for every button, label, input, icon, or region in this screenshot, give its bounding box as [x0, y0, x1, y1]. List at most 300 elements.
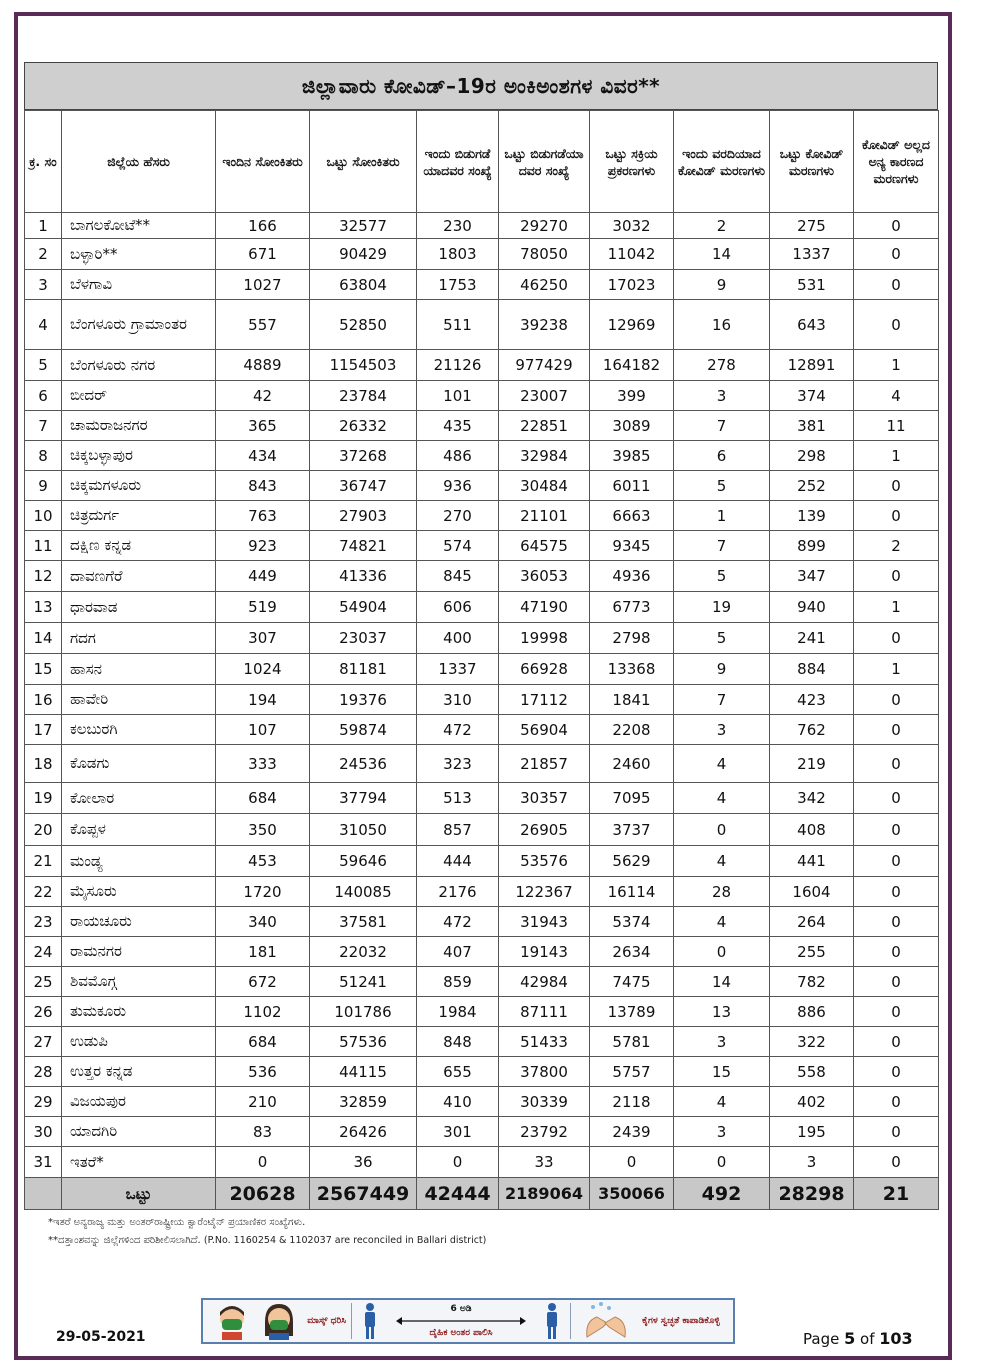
value-cell: 21101	[499, 501, 590, 531]
district-name-cell: ಬಳ್ಳಾರಿ**	[62, 239, 216, 270]
value-cell: 0	[854, 997, 939, 1027]
table-row	[25, 715, 939, 745]
value-cell: 19143	[499, 937, 590, 967]
district-name-cell: ಹಾಸನ	[62, 654, 216, 685]
value-cell: 1027	[216, 270, 310, 300]
value-cell: 32984	[499, 441, 590, 471]
value-cell: 606	[417, 592, 499, 623]
value-cell: 26332	[310, 411, 417, 441]
value-cell: 28	[674, 877, 770, 907]
district-name-cell: ಬೆಳಗಾವಿ	[62, 270, 216, 300]
table-row	[25, 1117, 939, 1147]
value-cell: 16	[674, 300, 770, 350]
stats-content	[24, 62, 938, 1210]
value-cell: 3	[674, 1117, 770, 1147]
sno-cell: 1	[25, 213, 62, 239]
value-cell: 672	[216, 967, 310, 997]
col-header-today-positive: ಇಂದಿನ ಸೋಂಕಿತರು	[216, 111, 310, 213]
value-cell: 531	[770, 270, 854, 300]
sno-cell: 16	[25, 685, 62, 715]
value-cell: 13	[674, 997, 770, 1027]
value-cell: 46250	[499, 270, 590, 300]
value-cell: 219	[770, 745, 854, 783]
report-date: 29-05-2021	[56, 1329, 146, 1345]
table-row	[25, 846, 939, 877]
double-arrow-icon	[396, 1317, 526, 1325]
value-cell: 408	[770, 814, 854, 846]
value-cell: 101786	[310, 997, 417, 1027]
value-cell: 66928	[499, 654, 590, 685]
table-row	[25, 745, 939, 783]
sno-cell: 4	[25, 300, 62, 350]
footnotes	[48, 1214, 486, 1250]
sno-cell: 6	[25, 381, 62, 411]
value-cell: 140085	[310, 877, 417, 907]
value-cell: 513	[417, 783, 499, 814]
table-row	[25, 350, 939, 381]
value-cell: 643	[770, 300, 854, 350]
value-cell: 365	[216, 411, 310, 441]
value-cell: 0	[854, 783, 939, 814]
col-header-active: ಒಟ್ಟು ಸಕ್ರಿಯ ಪ್ರಕರಣಗಳು	[590, 111, 674, 213]
district-name-cell: ರಾಯಚೂರು	[62, 907, 216, 937]
value-cell: 13789	[590, 997, 674, 1027]
table-row	[25, 1087, 939, 1117]
value-cell: 1753	[417, 270, 499, 300]
district-name-cell: ಚಿಕ್ಕಮಗಳೂರು	[62, 471, 216, 501]
district-name-cell: ರಾಮನಗರ	[62, 937, 216, 967]
value-cell: 32859	[310, 1087, 417, 1117]
value-cell: 12969	[590, 300, 674, 350]
value-cell: 310	[417, 685, 499, 715]
value-cell: 37268	[310, 441, 417, 471]
value-cell: 17112	[499, 685, 590, 715]
sno-cell: 20	[25, 814, 62, 846]
table-row	[25, 441, 939, 471]
sno-cell: 9	[25, 471, 62, 501]
distance-value: 6 ಅಡಿ	[450, 1304, 472, 1314]
value-cell: 453	[216, 846, 310, 877]
value-cell: 29270	[499, 213, 590, 239]
value-cell: 4	[674, 783, 770, 814]
value-cell: 83	[216, 1117, 310, 1147]
value-cell: 1	[854, 441, 939, 471]
mask-text: ಮಾಸ್ಕ್ ಧರಿಸಿ	[307, 1316, 347, 1326]
district-name-cell: ಶಿವಮೊಗ್ಗ	[62, 967, 216, 997]
value-cell: 11	[854, 411, 939, 441]
value-cell: 4	[674, 1087, 770, 1117]
value-cell: 1337	[417, 654, 499, 685]
value-cell: 255	[770, 937, 854, 967]
value-cell: 17023	[590, 270, 674, 300]
value-cell: 139	[770, 501, 854, 531]
value-cell: 441	[770, 846, 854, 877]
col-header-total-positive: ಒಟ್ಟು ಸೋಂಕಿತರು	[310, 111, 417, 213]
value-cell: 0	[854, 846, 939, 877]
sno-cell: 25	[25, 967, 62, 997]
value-cell: 0	[854, 300, 939, 350]
value-cell: 0	[854, 967, 939, 997]
value-cell: 3	[770, 1147, 854, 1178]
value-cell: 323	[417, 745, 499, 783]
col-header-total-discharged: ಒಟ್ಟು ಬಿಡುಗಡೆಯಾ ದವರ ಸಂಖ್ಯೆ	[499, 111, 590, 213]
value-cell: 848	[417, 1027, 499, 1057]
sno-cell: 15	[25, 654, 62, 685]
value-cell: 434	[216, 441, 310, 471]
value-cell: 0	[674, 937, 770, 967]
value-cell: 5629	[590, 846, 674, 877]
value-cell: 0	[854, 907, 939, 937]
value-cell: 19376	[310, 685, 417, 715]
value-cell: 2	[674, 213, 770, 239]
table-row	[25, 501, 939, 531]
value-cell: 21126	[417, 350, 499, 381]
hygiene-text: ಕೈಗಳ ಸ್ವಚ್ಛತೆ ಕಾಪಾಡಿಕೊಳ್ಳಿ	[642, 1316, 720, 1326]
hygiene-segment	[571, 1300, 733, 1342]
value-cell: 0	[854, 1117, 939, 1147]
value-cell: 536	[216, 1057, 310, 1087]
value-cell: 47190	[499, 592, 590, 623]
value-cell: 884	[770, 654, 854, 685]
value-cell: 9	[674, 654, 770, 685]
value-cell: 5	[674, 623, 770, 654]
value-cell: 899	[770, 531, 854, 561]
value-cell: 4	[674, 745, 770, 783]
value-cell: 107	[216, 715, 310, 745]
value-cell: 0	[854, 213, 939, 239]
value-cell: 1	[854, 654, 939, 685]
value-cell: 1024	[216, 654, 310, 685]
sno-cell: 12	[25, 561, 62, 592]
value-cell: 264	[770, 907, 854, 937]
value-cell: 36	[310, 1147, 417, 1178]
sno-cell: 29	[25, 1087, 62, 1117]
value-cell: 241	[770, 623, 854, 654]
hand-wash-icon	[583, 1301, 629, 1341]
table-row	[25, 270, 939, 300]
value-cell: 923	[216, 531, 310, 561]
mask-woman-icon	[260, 1302, 298, 1340]
value-cell: 11042	[590, 239, 674, 270]
value-cell: 2	[854, 531, 939, 561]
value-cell: 36053	[499, 561, 590, 592]
value-cell: 1	[674, 501, 770, 531]
value-cell: 14	[674, 967, 770, 997]
col-header-sno: ಕ್ರ. ಸಂ	[25, 111, 62, 213]
person-icon	[544, 1302, 560, 1340]
value-cell: 194	[216, 685, 310, 715]
value-cell: 0	[854, 1147, 939, 1178]
sno-cell: 26	[25, 997, 62, 1027]
value-cell: 845	[417, 561, 499, 592]
safety-banner	[201, 1298, 735, 1344]
sno-cell: 28	[25, 1057, 62, 1087]
sno-cell: 10	[25, 501, 62, 531]
value-cell: 37800	[499, 1057, 590, 1087]
value-cell: 54904	[310, 592, 417, 623]
district-name-cell: ಬಾಗಲಕೋಟೆ**	[62, 213, 216, 239]
value-cell: 59646	[310, 846, 417, 877]
value-cell: 0	[674, 814, 770, 846]
value-cell: 782	[770, 967, 854, 997]
value-cell: 1984	[417, 997, 499, 1027]
value-cell: 2798	[590, 623, 674, 654]
district-name-cell: ಚಿತ್ರದುರ್ಗ	[62, 501, 216, 531]
district-name-cell: ಚಿಕ್ಕಬಳ್ಳಾಪುರ	[62, 441, 216, 471]
value-cell: 2634	[590, 937, 674, 967]
value-cell: 3	[674, 381, 770, 411]
value-cell: 511	[417, 300, 499, 350]
table-row	[25, 937, 939, 967]
value-cell: 402	[770, 1087, 854, 1117]
value-cell: 15	[674, 1057, 770, 1087]
value-cell: 37794	[310, 783, 417, 814]
value-cell: 322	[770, 1027, 854, 1057]
value-cell: 21857	[499, 745, 590, 783]
value-cell: 26905	[499, 814, 590, 846]
total-cell: 20628	[216, 1178, 310, 1210]
value-cell: 30357	[499, 783, 590, 814]
sno-cell: 23	[25, 907, 62, 937]
col-header-today-deaths: ಇಂದು ವರದಿಯಾದ ಕೋವಿಡ್ ಮರಣಗಳು	[674, 111, 770, 213]
district-stats-table	[24, 110, 939, 1210]
value-cell: 87111	[499, 997, 590, 1027]
value-cell: 400	[417, 623, 499, 654]
district-name-cell: ಕೊಡಗು	[62, 745, 216, 783]
sno-cell: 18	[25, 745, 62, 783]
col-header-non-covid-deaths: ಕೋವಿಡ್ ಅಲ್ಲದ ಅನ್ಯ ಕಾರಣದ ಮರಣಗಳು	[854, 111, 939, 213]
value-cell: 0	[854, 1057, 939, 1087]
value-cell: 6663	[590, 501, 674, 531]
total-row	[25, 1178, 939, 1210]
value-cell: 31943	[499, 907, 590, 937]
table-row	[25, 907, 939, 937]
distance-text: ದೈಹಿಕ ಅಂತರ ಪಾಲಿಸಿ	[429, 1328, 493, 1338]
value-cell: 37581	[310, 907, 417, 937]
table-row	[25, 411, 939, 441]
value-cell: 122367	[499, 877, 590, 907]
sno-cell: 17	[25, 715, 62, 745]
value-cell: 5	[674, 561, 770, 592]
value-cell: 252	[770, 471, 854, 501]
value-cell: 472	[417, 715, 499, 745]
total-cell: 2567449	[310, 1178, 417, 1210]
value-cell: 655	[417, 1057, 499, 1087]
page-of: of	[860, 1330, 875, 1348]
value-cell: 230	[417, 213, 499, 239]
table-row	[25, 623, 939, 654]
value-cell: 381	[770, 411, 854, 441]
value-cell: 26426	[310, 1117, 417, 1147]
value-cell: 298	[770, 441, 854, 471]
value-cell: 56904	[499, 715, 590, 745]
value-cell: 90429	[310, 239, 417, 270]
value-cell: 1154503	[310, 350, 417, 381]
value-cell: 342	[770, 783, 854, 814]
col-header-today-discharged: ಇಂದು ಬಿಡುಗಡೆ ಯಾದವರ ಸಂಖ್ಯೆ	[417, 111, 499, 213]
value-cell: 886	[770, 997, 854, 1027]
district-name-cell: ಹಾವೇರಿ	[62, 685, 216, 715]
table-row	[25, 814, 939, 846]
value-cell: 41336	[310, 561, 417, 592]
district-name-cell: ಬೆಂಗಳೂರು ಗ್ರಾಮಾಂತರ	[62, 300, 216, 350]
page-total: 103	[879, 1329, 913, 1348]
value-cell: 0	[854, 471, 939, 501]
district-name-cell: ಕಲಬುರಗಿ	[62, 715, 216, 745]
district-name-cell: ವಿಜಯಪುರ	[62, 1087, 216, 1117]
distance-segment	[352, 1300, 570, 1342]
value-cell: 4	[854, 381, 939, 411]
table-row	[25, 471, 939, 501]
sno-cell: 5	[25, 350, 62, 381]
value-cell: 2439	[590, 1117, 674, 1147]
sno-cell: 27	[25, 1027, 62, 1057]
value-cell: 399	[590, 381, 674, 411]
value-cell: 39238	[499, 300, 590, 350]
value-cell: 36747	[310, 471, 417, 501]
value-cell: 671	[216, 239, 310, 270]
table-row	[25, 654, 939, 685]
value-cell: 32577	[310, 213, 417, 239]
value-cell: 7095	[590, 783, 674, 814]
footnote-reconciled	[48, 1232, 486, 1250]
district-name-cell: ತುಮಕೂರು	[62, 997, 216, 1027]
value-cell: 5374	[590, 907, 674, 937]
sno-cell: 3	[25, 270, 62, 300]
value-cell: 3737	[590, 814, 674, 846]
district-name-cell: ಚಾಮರಾಜನಗರ	[62, 411, 216, 441]
value-cell: 423	[770, 685, 854, 715]
value-cell: 19	[674, 592, 770, 623]
header-row	[25, 111, 939, 213]
value-cell: 1337	[770, 239, 854, 270]
district-name-cell: ಕೋಲಾರ	[62, 783, 216, 814]
table-row	[25, 685, 939, 715]
value-cell: 4	[674, 846, 770, 877]
table-row	[25, 877, 939, 907]
total-cell: 2189064	[499, 1178, 590, 1210]
value-cell: 0	[854, 239, 939, 270]
value-cell: 2118	[590, 1087, 674, 1117]
sno-cell: 22	[25, 877, 62, 907]
district-name-cell: ಯಾದಗಿರಿ	[62, 1117, 216, 1147]
value-cell: 2208	[590, 715, 674, 745]
person-icon	[362, 1302, 378, 1340]
value-cell: 81181	[310, 654, 417, 685]
value-cell: 27903	[310, 501, 417, 531]
value-cell: 51433	[499, 1027, 590, 1057]
value-cell: 3	[674, 1027, 770, 1057]
value-cell: 4889	[216, 350, 310, 381]
value-cell: 23007	[499, 381, 590, 411]
value-cell: 1803	[417, 239, 499, 270]
value-cell: 0	[854, 877, 939, 907]
total-label: ಒಟ್ಟು	[62, 1178, 216, 1210]
total-cell: 42444	[417, 1178, 499, 1210]
value-cell: 449	[216, 561, 310, 592]
mask-man-icon	[213, 1302, 251, 1340]
value-cell: 166	[216, 213, 310, 239]
col-header-district: ಜಿಲ್ಲೆಯ ಹೆಸರು	[62, 111, 216, 213]
sno-cell: 2	[25, 239, 62, 270]
value-cell: 350	[216, 814, 310, 846]
value-cell: 557	[216, 300, 310, 350]
district-name-cell: ದಕ್ಷಿಣ ಕನ್ನಡ	[62, 531, 216, 561]
table-row	[25, 997, 939, 1027]
sno-cell: 7	[25, 411, 62, 441]
value-cell: 0	[854, 814, 939, 846]
district-name-cell: ಮೈಸೂರು	[62, 877, 216, 907]
value-cell: 0	[854, 1087, 939, 1117]
value-cell: 1	[854, 350, 939, 381]
value-cell: 0	[417, 1147, 499, 1178]
district-name-cell: ಇತರೆ*	[62, 1147, 216, 1178]
mask-segment	[203, 1300, 351, 1342]
value-cell: 857	[417, 814, 499, 846]
value-cell: 6	[674, 441, 770, 471]
sno-cell: 8	[25, 441, 62, 471]
sno-cell: 11	[25, 531, 62, 561]
table-row	[25, 531, 939, 561]
col-header-total-deaths: ಒಟ್ಟು ಕೋವಿಡ್ ಮರಣಗಳು	[770, 111, 854, 213]
value-cell: 7475	[590, 967, 674, 997]
total-cell: 492	[674, 1178, 770, 1210]
table-row	[25, 783, 939, 814]
value-cell: 407	[417, 937, 499, 967]
sno-cell: 31	[25, 1147, 62, 1178]
value-cell: 59874	[310, 715, 417, 745]
value-cell: 1	[854, 592, 939, 623]
value-cell: 684	[216, 783, 310, 814]
value-cell: 859	[417, 967, 499, 997]
value-cell: 843	[216, 471, 310, 501]
value-cell: 9	[674, 270, 770, 300]
district-name-cell: ಧಾರವಾಡ	[62, 592, 216, 623]
value-cell: 57536	[310, 1027, 417, 1057]
table-title: ಜಿಲ್ಲಾವಾರು ಕೋವಿಡ್–19ರ ಅಂಕಿಅಂಶಗಳ ವಿವರ**	[24, 62, 938, 110]
value-cell: 574	[417, 531, 499, 561]
value-cell: 22851	[499, 411, 590, 441]
value-cell: 275	[770, 213, 854, 239]
value-cell: 410	[417, 1087, 499, 1117]
value-cell: 0	[854, 685, 939, 715]
value-cell: 51241	[310, 967, 417, 997]
value-cell: 762	[770, 715, 854, 745]
value-cell: 1604	[770, 877, 854, 907]
value-cell: 5	[674, 471, 770, 501]
value-cell: 340	[216, 907, 310, 937]
sno-cell: 24	[25, 937, 62, 967]
value-cell: 472	[417, 907, 499, 937]
value-cell: 3089	[590, 411, 674, 441]
page-number	[803, 1329, 913, 1348]
sno-cell: 30	[25, 1117, 62, 1147]
total-cell: 21	[854, 1178, 939, 1210]
value-cell: 44115	[310, 1057, 417, 1087]
district-name-cell: ಉತ್ತರ ಕನ್ನಡ	[62, 1057, 216, 1087]
value-cell: 301	[417, 1117, 499, 1147]
value-cell: 0	[854, 501, 939, 531]
value-cell: 3985	[590, 441, 674, 471]
value-cell: 1102	[216, 997, 310, 1027]
value-cell: 763	[216, 501, 310, 531]
value-cell: 5757	[590, 1057, 674, 1087]
sno-cell: 14	[25, 623, 62, 654]
table-row	[25, 592, 939, 623]
value-cell: 4936	[590, 561, 674, 592]
district-name-cell: ಬೆಂಗಳೂರು ನಗರ	[62, 350, 216, 381]
value-cell: 977429	[499, 350, 590, 381]
